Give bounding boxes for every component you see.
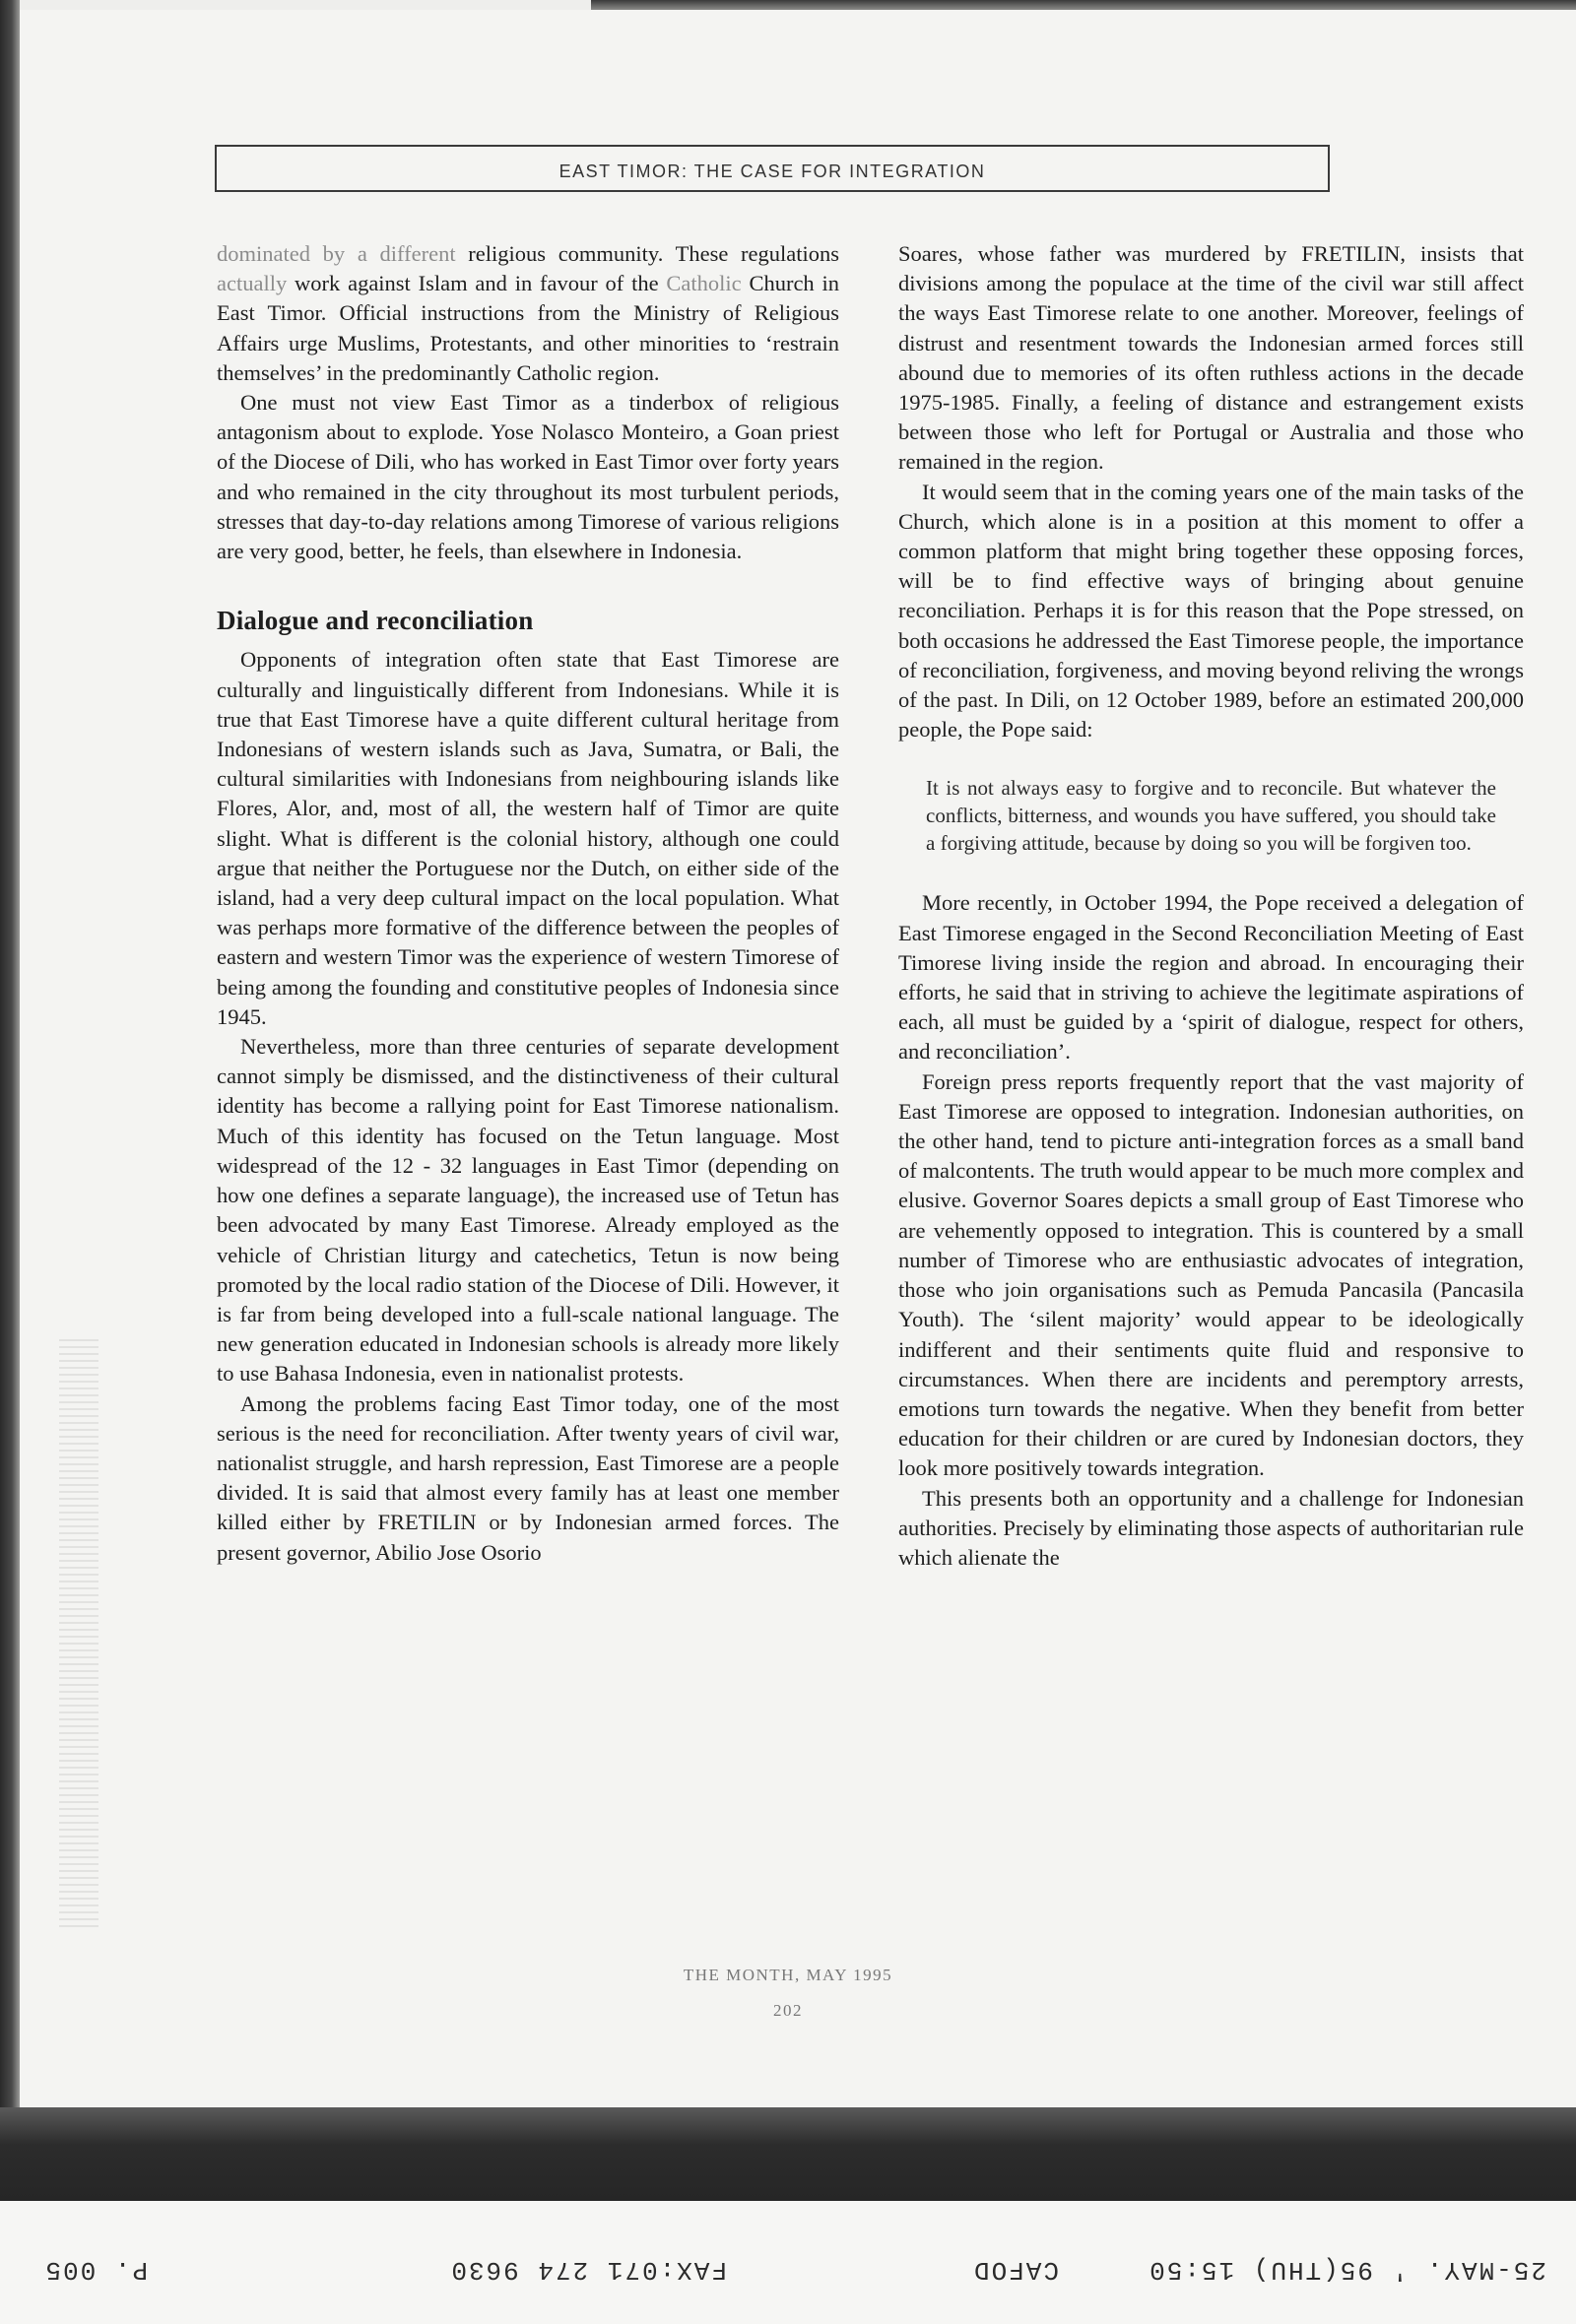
paragraph: Soares, whose father was murdered by FRETILIN, insists that divisions among the populace at the time of the civil war still affect the ways East Timorese relate to one another. Moreover, feelings of distrust and resentment towards the Indonesian armed forces still abound due to memories of its often ruthless actions in the decade 1975-1985. Finally, a feeling of distance and estrangement exists between those who left for Portugal or Australia and those who remained in the region. — [898, 241, 1524, 475]
paragraph: Foreign press reports frequently report that the vast majority of East Timorese are opposed to integration. Indonesian authorities, on the other hand, tend to picture anti-integration forces as a small band of malcontents. The truth would appear to be much more complex and elusive. Governor Soares depicts a small group of East Timorese who are vehemently opposed to integration. This is countered by a small number of Timorese who are enthusiastic advocates of integration, those who join organisations such as Pemuda Pancasila (Pancasila Youth). The ‘silent majority’ would appear to be ideologically indifferent and their sentiments quite fluid and responsive to circumstances. When there are incidents and peremptory arrests, emotions turn towards the negative. When they benefit from better education for their children or are cured by Indonesian doctors, they look more positively towards integration. — [898, 1068, 1524, 1481]
scan-speckle — [59, 1339, 98, 1930]
fax-date-time: 25-MAY. ' 95(THU) 15:50 — [1148, 2255, 1546, 2285]
running-head: EAST TIMOR: THE CASE FOR INTEGRATION — [215, 145, 1330, 192]
left-column — [217, 239, 839, 1568]
scan-left-edge — [0, 0, 20, 2117]
right-column — [898, 239, 1524, 1573]
fax-sender: CAFOD — [971, 2255, 1059, 2285]
fax-page: P. 005 — [43, 2255, 148, 2285]
quote-text: It is not always easy to forgive and to reconcile. But whatever the conflicts, bitterness, and wounds you have suffered, you should take a forgiving attitude, because by doing so you will be forgiven too. — [926, 776, 1496, 856]
paragraph: Among the problems facing East Timor today, one of the most serious is the need for reconciliation. After twenty years of civil war, nationalist struggle, and harsh repression, East Timorese are a people divided. It is said that almost every family has at least one member killed either by FRETILIN or by Indonesian armed forces. The present governor, Abilio Jose Osorio — [217, 1390, 839, 1565]
paragraph: Nevertheless, more than three centuries of separate development cannot simply be dismissed, and the distinctiveness of their cultural identity has become a rallying point for East Timorese nationalism. Much of this identity has focused on the Tetun language. Most widespread of the 12 - 32 languages in East Timor (depending on how one defines a separate language), the increased use of Tetun has been advocated by many East Timorese. Already employed as the vehicle of Christian liturgy and catechetics, Tetun is now being promoted by the local radio station of the Diocese of Dili. However, it is far from being developed into a full-scale national language. The new generation educated in Indonesian schools is already more likely to use Bahasa Indonesia, even in nationalist protests. — [217, 1034, 839, 1387]
fax-number: FAX:071 274 9630 — [449, 2255, 727, 2285]
paragraph: This presents both an opportunity and a challenge for Indonesian authorities. Precisely by eliminating those aspects of authoritarian rule which alienate the — [898, 1485, 1524, 1570]
block-quote — [926, 774, 1496, 857]
scan-top-edge — [591, 0, 1576, 10]
paragraph: One must not view East Timor as a tinderbox of religious antagonism about to explode. Yose Nolasco Monteiro, a Goan priest of the Diocese of Dili, who has worked in East Timor over forty years and who remained in the city throughout its most turbulent periods, stresses that day-to-day relations among Timorese of various religions are very good, better, he feels, than elsewhere in Indonesia. — [217, 390, 839, 564]
paragraph: More recently, in October 1994, the Pope received a delegation of East Timorese engaged in the Second Reconciliation Meeting of East Timorese living inside the region and abroad. In encouraging their efforts, he said that in striving to achieve the legitimate aspirations of each, all must be guided by a ‘spirit of dialogue, respect for others, and reconciliation’. — [898, 890, 1524, 1065]
section-heading: Dialogue and reconciliation — [217, 606, 534, 636]
page-number: 202 — [773, 2001, 803, 2020]
scan-bottom-band — [0, 2107, 1576, 2201]
paragraph: It would seem that in the coming years one of the main tasks of the Church, which alone is in a position at this moment to offer a common platform that might bring together these opposing forces, will be to find effective ways of bringing about genuine reconciliation. Perhaps it is for this reason that the Pope stressed, on both occasions he addressed the East Timorese people, the importance of reconciliation, forgiveness, and moving beyond reliving the wrongs of the past. In Dili, on 12 October 1989, before an estimated 200,000 people, the Pope said: — [898, 479, 1524, 742]
paragraph: Opponents of integration often state that East Timorese are culturally and linguistically different from Indonesians. While it is true that East Timorese have a quite different cultural heritage from Indonesians of western islands such as Java, Sumatra, or Bali, the cultural similarities with Indonesians from neighbouring islands like Flores, Alor, and, most of all, the western half of Timor are quite slight. What is different is the colonial history, although one could argue that neither the Portuguese nor the Dutch, on either side of the island, had a very deep cultural impact on the local population. What was perhaps more formative of the difference between the peoples of eastern and western Timor was the experience of western Timorese of being among the founding and constitutive peoples of Indonesia since 1945. — [217, 647, 839, 1029]
fax-header-line — [0, 2245, 1576, 2285]
paragraph: dominated by a different religious community. These regulations actually work against Islam and in favour of the Catholic Church in East Timor. Official instructions from the Ministry of Religious Affairs urge Muslims, Protestants, and other minorities to ‘restrain themselves’ in the predominantly Catholic region. — [217, 241, 840, 385]
footer-source: THE MONTH, MAY 1995 — [683, 1966, 893, 1984]
